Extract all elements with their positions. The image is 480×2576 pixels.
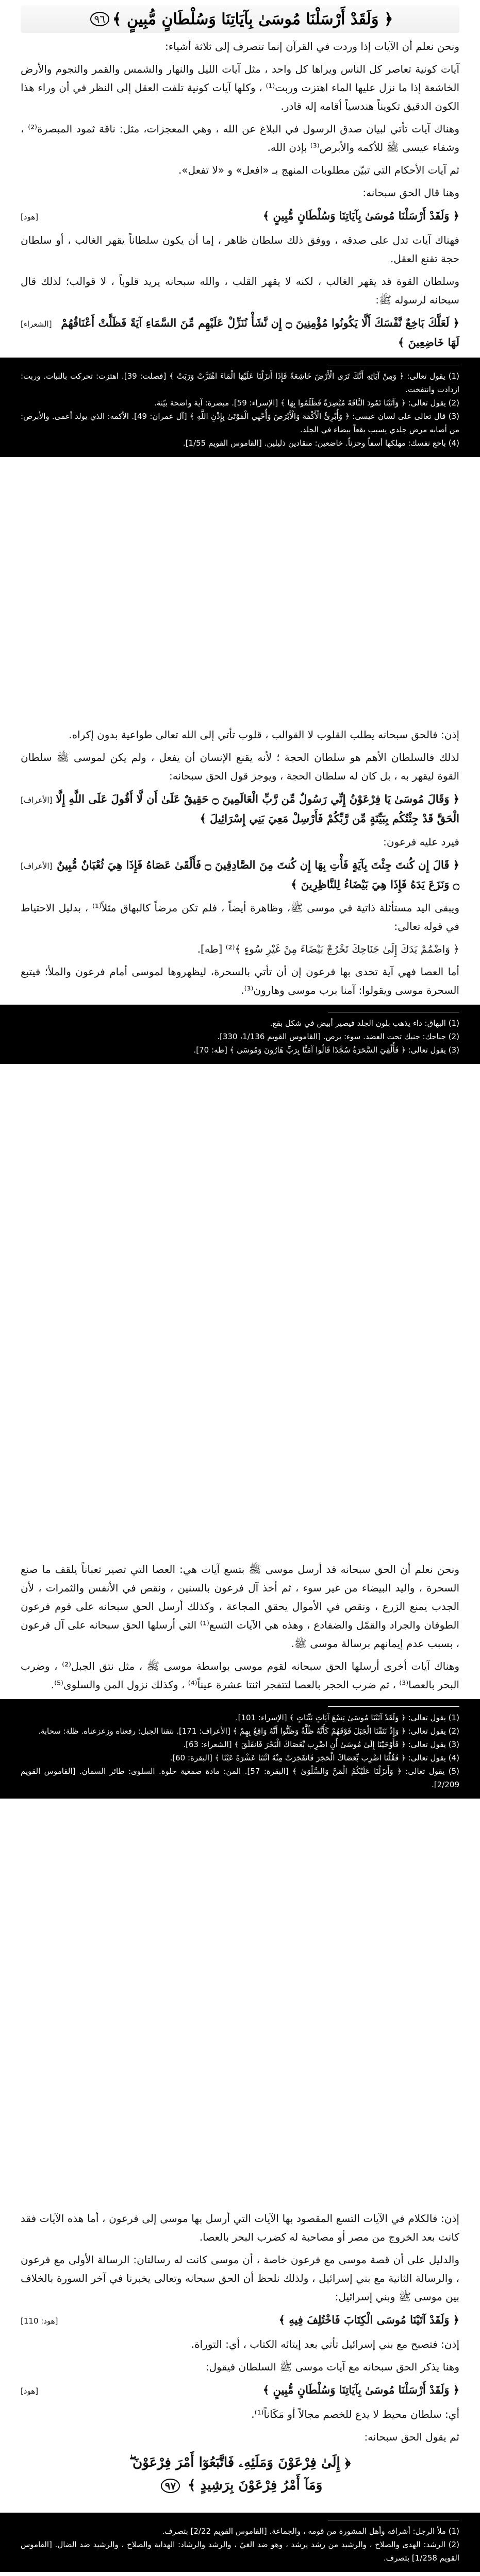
footnote: (1) يقول تعالى: ﴿ وَلَقَدْ آتَيْنَا مُوسَىٰ تِسْعَ آيَاتٍ بَيِّنَاتٍ ﴾ [الإسراء: 101]. <box>235 1713 459 1722</box>
footnote: (2) يقول تعالى: ﴿ وَآتَيْنَا ثَمُودَ النَّاقَةَ مُبْصِرَةً فَظَلَمُوا بِهَا ﴾ [الإسراء: 59]. مبصرة: آية واضحة بيّنة. <box>154 398 459 408</box>
page-3-body <box>0 1560 480 1799</box>
paragraph: والدليل على أن قصة موسى مع فرعون خاصة ، أن موسى كانت له رسالتان: الرسالة الأولى مع فرعون ، والرسالة الثانية مع بني إسرائيل ، ولذلك نلحظ أن الحق سبحانه وتعالى يخبرنا في آخر السورة بالخلاف بين موسى ﷺ وبني إسرائيل: <box>21 2253 459 2303</box>
quran-verse <box>21 313 459 352</box>
page-separator <box>0 1473 480 1556</box>
verse-reference: [الأعراف] <box>21 795 53 805</box>
footnotes <box>0 1005 480 1064</box>
footnote: (5) يقول تعالى: ﴿ وَأَنزَلْنَا عَلَيْكُمُ الْمَنَّ وَالسَّلْوَىٰ ﴾ [البقرة: 57]. المن: مادة صمغية حلوة. السلوى: طائر السمان. [القاموس القويم 2/209]. <box>21 1767 459 1789</box>
page-banner <box>21 5 459 33</box>
page-4 <box>0 2205 480 2576</box>
footnotes <box>0 1699 480 1799</box>
paragraph: إذن: فتصبح مع بني إسرائيل تأتي بعد إيتائه الكتاب ، أي: التوراة. <box>191 2338 459 2350</box>
paragraph: وهنا يذكر الحق سبحانه مع آيات موسى ﷺ السلطان فيقول: <box>205 2361 459 2373</box>
paragraph: فهناك آيات تدل على صدقه ، ووفق ذلك سلطان ظاهر ، إما أن يكون سلطاناً يقهر الغالب ، أو سلطان حجة تقنع العقل. <box>21 234 459 265</box>
paragraph: ثم آيات الأحكام التي تبيّن مطلوبات المنهج بـ «افعل» و «لا تفعل». <box>178 164 459 176</box>
paragraph: ويبقى اليد مستأثلة ذاتية في موسى ﷺ، وظاهرة أيضاً ، فلم تكن مرضاً كالبهاق مثلاً⁽¹⁾ ، بدليل الاحتياط في قوله تعالى: <box>21 902 460 933</box>
footnotes <box>0 2513 480 2572</box>
page-2-body <box>0 725 480 1064</box>
verse-reference: [الأعراف] <box>21 861 53 871</box>
footnotes <box>0 358 480 457</box>
footnote: (1) يقول تعالى: ﴿ وَمِنْ آيَاتِهِ أَنَّكَ تَرَى الْأَرْضَ خَاشِعَةً فَإِذَا أَنزَلْنَا عَلَيْهَا الْمَاءَ اهْتَزَّتْ وَرَبَتْ ﴾ [فصلت: 39]. اهتزت: تحركت بالنبات. وربت: ازدادت وانتفخت. <box>21 371 459 394</box>
verse-text: ﴿ وَقَالَ مُوسَىٰ يَا فِرْعَوْنُ إِنِّي رَسُولٌ مِّن رَّبِّ الْعَالَمِينَ ۝ حَقِيقٌ عَلَىٰ أَن لَّا أَقُولَ عَلَى اللَّهِ إِلَّا الْحَقَّ قَدْ جِئْتُكُم بِبَيِّنَةٍ مِّن رَّبِّكُمْ فَأَرْسِلْ مَعِيَ بَنِي إِسْرَائِيلَ ﴾ <box>56 792 459 825</box>
closing-verse-text: وَمَآ أَمْرُ فِرْعَوْنَ بِرَشِيدٍ ﴾ <box>188 2478 323 2493</box>
paragraph: وهناك آيات أخرى أرسلها الحق سبحانه لقوم موسى بواسطة موسى ﷺ ، مثل نتق الجبل⁽²⁾ ، وضرب البحر بالعصا⁽³⁾ ، ثم ضرب الحجر بالعصا لتتفجر اثنتا عشرة عيناً⁽⁴⁾ ، وكذلك نزول المن والسلوى⁽⁵⁾. <box>21 1660 459 1691</box>
footnote: (4) يقول تعالى: ﴿ فَقُلْنَا اضْرِب بِّعَصَاكَ الْحَجَرَ فَانفَجَرَتْ مِنْهُ اثْنَتَا عَشْرَةَ عَيْنًا ﴾ [البقرة: 60]. <box>170 1753 459 1762</box>
verse-text: ﴿ قَالَ إِن كُنتَ جِئْتَ بِآيَةٍ فَأْتِ بِهَا إِن كُنتَ مِنَ الصَّادِقِينَ ۝ فَأَلْقَىٰ عَصَاهُ فَإِذَا هِيَ ثُعْبَانٌ مُّبِينٌ ۝ وَنَزَعَ يَدَهُ فَإِذَا هِيَ بَيْضَاءُ لِلنَّاظِرِينَ ﴾ <box>57 858 459 891</box>
closing-verse-line <box>21 2474 459 2497</box>
page-1 <box>0 0 480 721</box>
paragraph: وسلطان القوة قد يقهر الغالب ، لكنه لا يقهر القلب ، والله سبحانه يريد قلوباً ، لا قوالب؛ لذلك قال سبحانه لرسوله ﷺ: <box>21 275 459 306</box>
footnote: (3) يقول تعالى: ﴿ فَأُلْقِيَ السَّحَرَةُ سُجَّدًا قَالُوا آمَنَّا بِرَبِّ هَارُونَ وَمُوسَىٰ ﴾ [طه: 70]. <box>193 1045 459 1055</box>
footnote: (3) يقول تعالى: ﴿ فَأَوْحَيْنَا إِلَىٰ مُوسَىٰ أَنِ اضْرِب بِّعَصَاكَ الْبَحْرَ فَانفَلَقَ ﴾ [الشعراء: 63]. <box>183 1740 459 1749</box>
subheading: وهنا قال الحق سبحانه: <box>362 187 459 199</box>
quran-verse <box>21 206 459 227</box>
closing-verse <box>21 2451 459 2497</box>
paragraph: آيات كونية تعاصر كل الناس ويراها كل واحد ، مثل آيات الليل والنهار والشمس والقمر والنجوم والأرض الخاشعة إذا ما نزل عليها الماء اهتزت وربت⁽¹⁾ ، وكلها آيات كونية تلفت العقل إلى النظر في أن وراء هذا الكون الدقيق تكويناً هندسياً أقامه إله قادر. <box>21 63 459 112</box>
paragraph: أي: سلطان محيط لا يدع للخصم مجالاً أو مَكَاناً⁽¹⁾. <box>251 2408 459 2420</box>
ayah-number-badge: ٩٧ <box>161 2479 180 2493</box>
verse-text: ﴿ وَلَقَدْ آتَيْنَا مُوسَى الْكِتَابَ فَاخْتُلِفَ فِيهِ ﴾ <box>278 2313 459 2326</box>
verse-text: ﴿ وَلَقَدْ أَرْسَلْنَا مُوسَىٰ بِآيَاتِنَا وَسُلْطَانٍ مُّبِينٍ ﴾ <box>262 2383 459 2396</box>
paragraph: وهناك آيات تأتي لبيان صدق الرسول في البلاغ عن الله ، وهي المعجزات، مثل: ناقة ثمود المبصرة⁽²⁾ ، وشفاء عيسى ﷺ للأكمه والأبرص⁽³⁾ بإذن الله. <box>21 123 459 154</box>
page-3 <box>0 1556 480 2123</box>
paragraph: ونحن نعلم أن الآيات إذا وردت في القرآن إنما تنصرف إلى ثلاثة أشياء: <box>164 40 459 53</box>
page-separator <box>0 2123 480 2205</box>
paragraph: لذلك فالسلطان الأهم هو سلطان الحجة ؛ لأنه يقنع الإنسان أن يفعل ، ولم يكن لموسى ﷺ سلطان القوة ليقهر به ، بل كان له سلطان الحجة ، ويوجز قول الحق سبحانه: <box>21 751 459 782</box>
subheading: فيرد عليه فرعون: <box>383 836 459 848</box>
verse-reference: [هود: 110] <box>21 2316 58 2326</box>
paragraph: ونحن نعلم أن الحق سبحانه قد أرسل موسى ﷺ بتسع آيات هي: العصا التي تصير ثعباناً يلقف ما صنع السحرة ، واليد البيضاء من غير سوء ، ثم أخذ آل فرعون بالسنين ، ونقص في الأنفس والثمرات ، لأن الجدب يمنع الزرع ، ونقص في الأموال يحقق المجاعة ، وكذلك أرسل الحق سبحانه على قوم فرعون الطوفان والجراد والقمّل والضفادع ، وهذه هي الآيات التسع⁽¹⁾ التي أرسلها الحق سبحانه على آل فرعون ، بسبب عدم إيمانهم برسالة موسى ﷺ. <box>21 1563 459 1650</box>
footnote: (1) ملأ الرجل: أشرافه وأهل المشورة من قومه ، والجماعة. [القاموس القويم 2/22] بتصرف. <box>162 2527 459 2536</box>
footnote: (3) قال تعالى على لسان عيسى: ﴿ وَأُبْرِئُ الْأَكْمَهَ وَالْأَبْرَصَ وَأُحْيِي الْمَوْتَىٰ بِإِذْنِ اللَّهِ ﴾ [آل عمران: 49]. الأكمه: الذي يولد أعمى. والأبرص: من أصابه مرض جلدي يسبب بقعاً بيضاء في الجلد. <box>21 412 459 434</box>
verse-text: ﴿ لَعَلَّكَ بَاخِعٌ نَّفْسَكَ أَلَّا يَكُونُوا مُؤْمِنِينَ ۝ إِن نَّشَأْ نُنَزِّلْ عَلَيْهِم مِّنَ السَّمَاءِ آيَةً فَظَلَّتْ أَعْنَاقُهُمْ لَهَا خَاضِعِينَ ﴾ <box>61 316 459 349</box>
paragraph: إذن: فالكلام في الآيات التسع المقصود بها الآيات التي أرسل بها موسى إلى فرعون ، أما هذه الآيات فقد كانت بعد الخروج من مصر أو مصاحبة له كضرب البحر بالعصا. <box>21 2212 459 2243</box>
page-1-body <box>0 37 480 457</box>
footnote: (4) باخع نفسك: مهلكها أسفاً وحزناً. خاضعين: منقادين ذليلين. [القاموس القويم 1/55]. <box>183 438 459 448</box>
verse-reference: [هود] <box>21 2386 39 2396</box>
footnote: (2) جناحك: جنبك تحت العضد. سوء: برص. [القاموس القويم 1/136، 330]. <box>217 1032 459 1041</box>
banner-verse: ﴿ وَلَقَدْ أَرْسَلْنَا مُوسَىٰ بِآيَاتِنَا وَسُلْطَانٍ مُّبِينٍ ﴾ <box>112 10 393 28</box>
footnote-divider <box>328 1706 459 1707</box>
paragraph: إذن: فالحق سبحانه يطلب القلوب لا القوالب ، قلوب تأتي إلى الله تعالى طواعية بدون إكراه. <box>69 728 459 741</box>
quran-verse <box>21 2380 459 2401</box>
verse-reference: [الشعراء] <box>21 319 52 329</box>
footnote: (1) البهاق: داء يذهب بلون الجلد فيصير أبيض في شكل بقع. <box>270 1019 459 1028</box>
footnote: (2) الرشد: الهدى والصلاح ، والرشيد من رشد يرشد ، وهو ضد الغيّ ، والرشد والرشاد: الهداية والصلاح ، والرشيد ضد الضال. [القاموس القويم 1/258] بتصرف. <box>21 2540 459 2563</box>
paragraph: ﴿ وَاضْمُمْ يَدَكَ إِلَىٰ جَنَاحِكَ تَخْرُجْ بَيْضَاءَ مِنْ غَيْرِ سُوءٍ ﴾⁽²⁾ [طه]. <box>197 943 459 955</box>
quran-verse <box>21 2310 459 2331</box>
ayah-number-badge: ٩٦ <box>90 12 109 26</box>
footnote: (2) يقول تعالى: ﴿ وَإِذْ نَتَقْنَا الْجَبَلَ فَوْقَهُمْ كَأَنَّهُ ظُلَّةٌ وَظَنُّوا أَنَّهُ وَاقِعٌ بِهِمْ ﴾ [الأعراف: 171]. نتقنا الجبل: رفعناه وزعزعناه. ظلة: سحابة. <box>38 1726 459 1736</box>
closing-verse-line: ﴿ إِلَىٰ فِرْعَوْنَ وَمَلَئِهِۦ فَاتَّبَعُوٓا أَمْرَ فِرْعَوْنَ ۖ <box>129 2455 351 2470</box>
verse-text: ﴿ وَلَقَدْ أَرْسَلْنَا مُوسَىٰ بِآيَاتِنَا وَسُلْطَانٍ مُّبِينٍ ﴾ <box>262 209 459 222</box>
paragraph: أما العصا فهي آية تحدى بها فرعون إن أن تأتي بالسحرة، ليظهروها لموسى أمام فرعون والملأ؛ فيتبع السحرة موسى ويقولوا: آمنا برب موسى وهارون⁽³⁾. <box>21 965 459 996</box>
quran-verse <box>21 855 459 894</box>
verse-reference: [هود] <box>21 212 39 222</box>
page-4-body <box>0 2209 480 2572</box>
paragraph: ثم يقول الحق سبحانه: <box>364 2431 459 2443</box>
quran-verse <box>21 789 459 828</box>
page-2 <box>0 721 480 1473</box>
